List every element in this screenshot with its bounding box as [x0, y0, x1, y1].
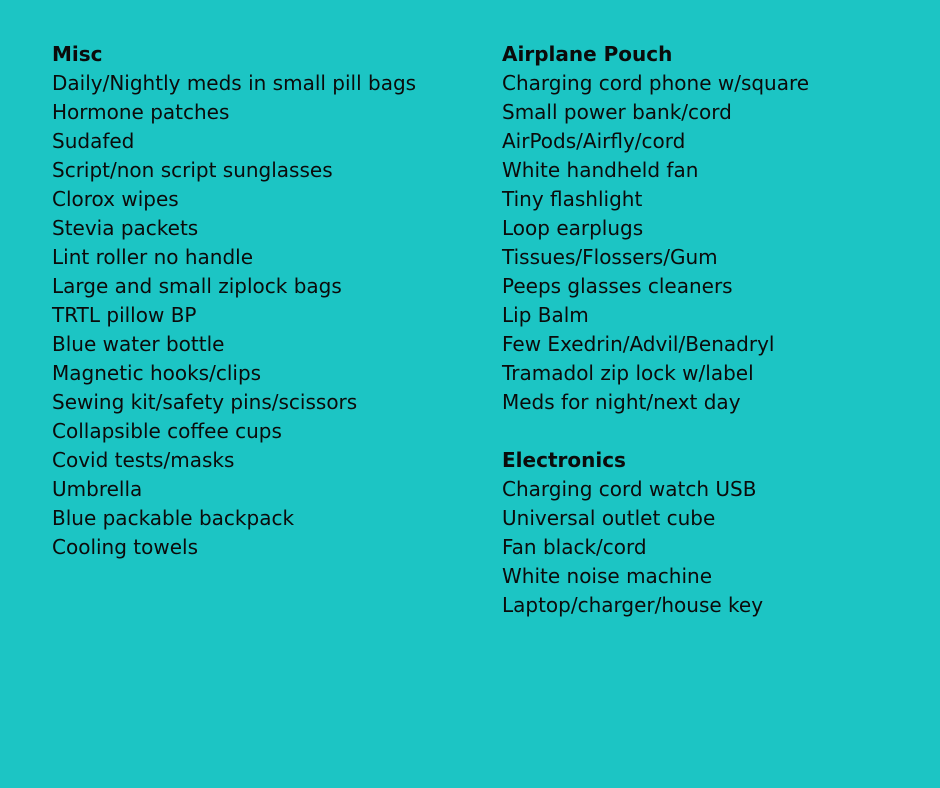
misc-list-item: Collapsible coffee cups — [52, 419, 282, 443]
misc-list-item: Covid tests/masks — [52, 448, 235, 472]
airplane-pouch-list — [502, 69, 922, 417]
airplane-pouch-list-item: White handheld fan — [502, 158, 699, 182]
electronics-list-item: Charging cord watch USB — [502, 477, 757, 501]
airplane-pouch-list-item: Meds for night/next day — [502, 390, 741, 414]
misc-list-item: Large and small ziplock bags — [52, 274, 342, 298]
electronics-section — [502, 446, 922, 620]
airplane-pouch-list-item: Lip Balm — [502, 303, 589, 327]
electronics-list-item: White noise machine — [502, 564, 713, 588]
misc-list-item: TRTL pillow BP — [52, 303, 197, 327]
airplane-pouch-list-item: Tramadol zip lock w/label — [502, 361, 754, 385]
misc-list-item: Daily/Nightly meds in small pill bags — [52, 71, 417, 95]
misc-list-item: Cooling towels — [52, 535, 198, 559]
electronics-heading: Electronics — [502, 448, 626, 472]
misc-heading: Misc — [52, 42, 103, 66]
right-column — [502, 40, 922, 620]
misc-list-item: Sudafed — [52, 129, 135, 153]
airplane-pouch-list-item: AirPods/Airfly/cord — [502, 129, 686, 153]
airplane-pouch-list-item: Loop earplugs — [502, 216, 644, 240]
airplane-pouch-section — [502, 40, 922, 417]
misc-section — [52, 40, 482, 562]
airplane-pouch-heading: Airplane Pouch — [502, 42, 673, 66]
misc-list-item: Sewing kit/safety pins/scissors — [52, 390, 358, 414]
misc-list-item: Stevia packets — [52, 216, 199, 240]
misc-list-item: Script/non script sunglasses — [52, 158, 333, 182]
electronics-list — [502, 475, 922, 620]
airplane-pouch-list-item: Tissues/Flossers/Gum — [502, 245, 718, 269]
misc-list-item: Blue packable backpack — [52, 506, 295, 530]
misc-list-item: Clorox wipes — [52, 187, 179, 211]
misc-list — [52, 69, 482, 562]
airplane-pouch-list-item: Few Exedrin/Advil/Benadryl — [502, 332, 775, 356]
electronics-list-item: Fan black/cord — [502, 535, 647, 559]
electronics-list-item: Universal outlet cube — [502, 506, 716, 530]
misc-list-item: Lint roller no handle — [52, 245, 254, 269]
electronics-list-item: Laptop/charger/house key — [502, 593, 764, 617]
misc-list-item: Hormone patches — [52, 100, 230, 124]
airplane-pouch-list-item: Peeps glasses cleaners — [502, 274, 733, 298]
airplane-pouch-list-item: Tiny flashlight — [502, 187, 643, 211]
airplane-pouch-list-item: Charging cord phone w/square — [502, 71, 810, 95]
misc-list-item: Magnetic hooks/clips — [52, 361, 262, 385]
airplane-pouch-list-item: Small power bank/cord — [502, 100, 732, 124]
left-column — [52, 40, 482, 562]
misc-list-item: Umbrella — [52, 477, 143, 501]
misc-list-item: Blue water bottle — [52, 332, 225, 356]
